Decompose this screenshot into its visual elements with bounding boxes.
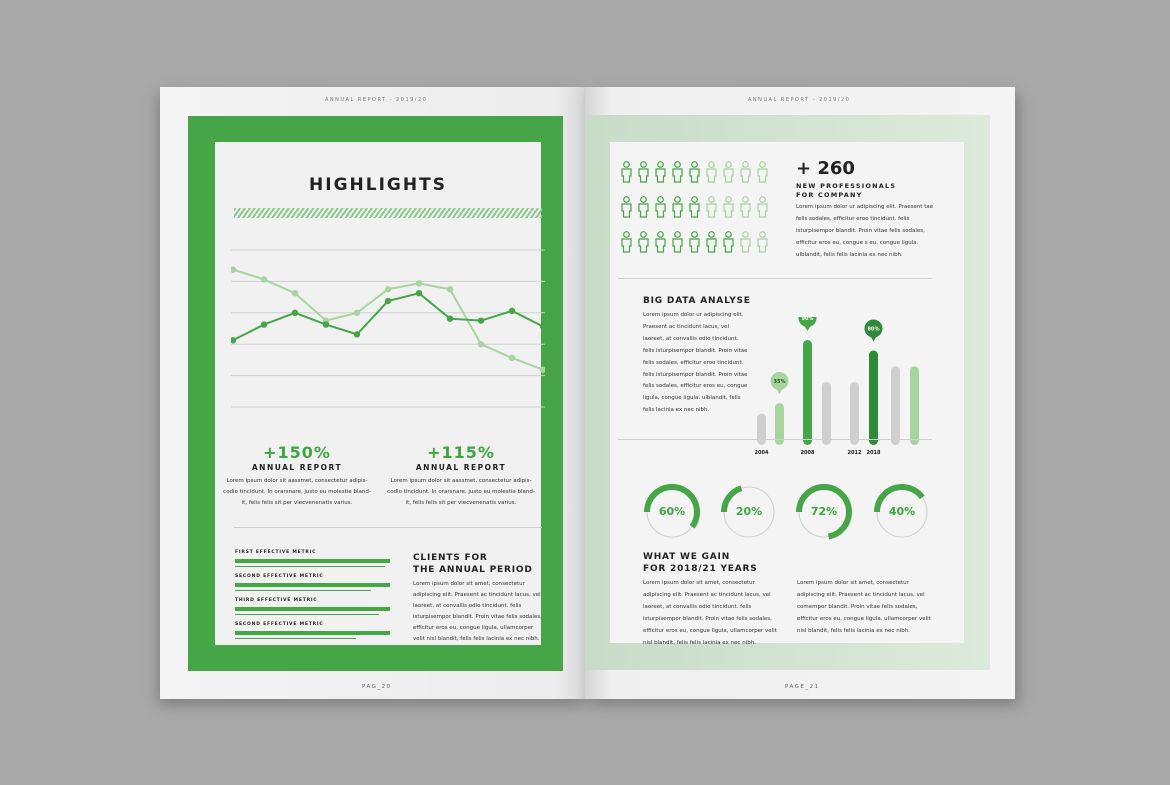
person-icon (722, 161, 735, 183)
person-head (641, 197, 647, 203)
gain-title-line: FOR 2018/21 YEARS (643, 564, 758, 574)
person-icon (620, 161, 633, 183)
metric-bar (235, 583, 390, 587)
page-title: HIGHLIGHTS (309, 175, 447, 195)
metric-item (235, 622, 390, 635)
running-head: ANNUAL REPORT - 2019/20 (325, 97, 428, 103)
bar-chart (755, 317, 955, 467)
gain-text-left: Lorem ipsum dolor sit amet, consectetur adipiscing elit. Praesent ac tincidunt lacus, vel laoreet, at convallis odio tincidunt. felis isturpisempor blandit. Proin vitae felis sodales, efficitur eros eu, congue ligula, ullamcorper velit nisl blandit, felis felis lacinia ex nec nibh. (643, 580, 777, 646)
headline-label (796, 182, 896, 200)
person-icon (705, 196, 718, 218)
person-head (760, 232, 766, 238)
person-head (760, 162, 766, 168)
person-body (656, 169, 665, 182)
data-point (540, 367, 545, 373)
person-body (758, 204, 767, 217)
ring-label: 20% (735, 505, 763, 518)
stat-text: Lorem ipsum dolor sit aassmet, consectetur adipis-codio tincidunt. In orarsnare, justo eu molestie bland-it, felis felis sit per viecvenenatis varius. (387, 478, 535, 506)
person-head (675, 232, 681, 238)
bar-category-label: 2008 (800, 450, 815, 456)
stat-value: +115% (427, 443, 495, 462)
bar (850, 382, 859, 445)
person-icon (637, 196, 650, 218)
person-head (658, 232, 664, 238)
gain-text-right: Lorem ipsum dolor sit amet, consectetur adipiscing elit. Praesent ac tincidunt lacus, vel comempor blandit. Proin vitae felis sodales, efficitur eros eu, congue ligula, ullamcorper velit nisl blandit, felis felis lacinia ex nec nibh. (797, 580, 931, 634)
data-point (416, 280, 422, 286)
page-number: PAG_20 (362, 684, 392, 690)
person-head (692, 197, 698, 203)
bar (822, 382, 831, 445)
person-icon (637, 161, 650, 183)
data-point (231, 266, 236, 272)
person-icon (739, 161, 752, 183)
person-icon (620, 231, 633, 253)
metric-bar (235, 607, 390, 611)
bar (891, 366, 900, 445)
person-icon (722, 196, 735, 218)
metric-label: SECOND EFFECTIVE METRIC (235, 574, 324, 579)
callout-pointer (870, 335, 878, 342)
person-head (675, 162, 681, 168)
person-icon (654, 161, 667, 183)
person-body (707, 169, 716, 182)
stat-text: Lorem ipsum dolor sit aassmet, consectetur adipis-codio tincidunt. In orarsnare, justo eu molestie bland-it, felis felis sit per viecvenenatis varius. (223, 478, 371, 506)
metric-bar (235, 559, 390, 563)
ring-label: 60% (658, 505, 686, 518)
data-point (323, 321, 329, 327)
person-icon (756, 161, 769, 183)
person-icon (671, 161, 684, 183)
person-head (743, 232, 749, 238)
person-head (726, 162, 732, 168)
bar (803, 340, 812, 445)
person-icon (705, 161, 718, 183)
metric-fill (235, 638, 356, 639)
metric-bar (235, 631, 390, 635)
person-body (707, 204, 716, 217)
person-icon (688, 231, 701, 253)
right-page (585, 87, 1015, 699)
bar-category-label: 2018 (866, 450, 881, 456)
metric-fill (235, 614, 379, 615)
person-icon (671, 231, 684, 253)
person-body (622, 169, 631, 182)
stat-label: ANNUAL REPORT (251, 463, 343, 472)
clients-title-line: CLIENTS FOR (413, 553, 488, 563)
callout-label: 90% (801, 317, 814, 322)
person-head (743, 197, 749, 203)
person-body (690, 204, 699, 217)
data-point (292, 290, 298, 296)
light-green-frame (585, 115, 990, 670)
person-body (622, 239, 631, 252)
person-head (709, 232, 715, 238)
data-point (478, 317, 484, 323)
clients-text: Lorem ipsum dolor sit amet, consectetur adipiscing elit. Praesent ac tincidunt lacus, vel laoreet, at convallis odio tincidunt. felis isturpisempor blandit. Proin vitae felis sodales, efficitur eros eu, congue ligula, ullamcorper velit nisl blandit, felis felis lacinia ex nec nibh. (413, 581, 542, 642)
left-page (160, 87, 585, 699)
page-number: PAGE_21 (785, 684, 820, 690)
person-icon (739, 231, 752, 253)
person-body (673, 204, 682, 217)
person-head (658, 162, 664, 168)
bar (910, 366, 919, 445)
person-icon (739, 196, 752, 218)
progress-ring (796, 484, 852, 540)
person-icon (654, 196, 667, 218)
person-icon (756, 231, 769, 253)
person-head (624, 232, 630, 238)
person-head (726, 197, 732, 203)
progress-ring (644, 484, 700, 540)
headline-line: FOR COMPANY (796, 191, 863, 199)
clients-block (413, 552, 545, 644)
clients-title (413, 552, 545, 576)
person-body (724, 204, 733, 217)
person-icon (637, 231, 650, 253)
person-icon (654, 231, 667, 253)
data-point (354, 331, 360, 337)
headline-number: + 260 (796, 158, 855, 179)
bar-category-label: 2012 (847, 450, 862, 456)
people-pictogram (620, 161, 769, 266)
divider (234, 527, 542, 528)
callout-label: 35% (773, 379, 786, 385)
person-head (760, 197, 766, 203)
stat-value: +150% (263, 443, 331, 462)
running-head: ANNUAL REPORT - 2019/20 (748, 97, 851, 103)
person-body (741, 204, 750, 217)
big-data-title: BIG DATA ANALYSE (643, 296, 751, 306)
person-body (673, 239, 682, 252)
person-body (724, 239, 733, 252)
callout-pointer (776, 387, 784, 394)
metric-label: FIRST EFFECTIVE METRIC (235, 550, 317, 555)
data-point (292, 310, 298, 316)
person-body (741, 169, 750, 182)
gain-title (643, 551, 758, 575)
person-body (656, 204, 665, 217)
people-row (620, 161, 769, 183)
data-point (354, 310, 360, 316)
person-body (724, 169, 733, 182)
callout-label: 80% (867, 326, 880, 333)
data-point (447, 286, 453, 292)
person-head (658, 197, 664, 203)
metric-fill (235, 566, 385, 567)
person-head (641, 162, 647, 168)
person-head (709, 197, 715, 203)
person-body (639, 204, 648, 217)
data-point (478, 341, 484, 347)
person-body (673, 169, 682, 182)
gain-title-line: WHAT WE GAIN (643, 552, 731, 562)
stat-block (386, 443, 536, 509)
data-point (385, 298, 391, 304)
person-body (758, 169, 767, 182)
bar (757, 414, 766, 446)
ring-label: 72% (810, 505, 838, 518)
metric-item (235, 598, 390, 611)
data-point (447, 315, 453, 321)
person-icon (756, 196, 769, 218)
callout-pointer (804, 324, 812, 331)
stat-block (222, 443, 372, 509)
stat-label: ANNUAL REPORT (415, 463, 507, 472)
person-body (707, 239, 716, 252)
data-point (509, 308, 515, 314)
data-point (261, 276, 267, 282)
green-frame (188, 116, 563, 671)
person-body (639, 169, 648, 182)
metric-item (235, 550, 390, 563)
person-head (641, 232, 647, 238)
person-body (758, 239, 767, 252)
line-chart (231, 242, 545, 417)
person-body (656, 239, 665, 252)
person-head (743, 162, 749, 168)
person-head (726, 232, 732, 238)
big-data-text: Lorem ipsum dolor ur adipiscing elit. Praesent ac tincidunt lacus, vel laoreet, at convallis odio tincidunt. felis isturpisempor blandit. Proin vitae felis sodales, efficitur eroo tincidunt. felis isturpisempor blandit. Proin vitae felis sodales, efficitur eros eu, congue ligula, congue ligula. ulblandit, felis felis lacinia ex nec nibh. (643, 312, 748, 414)
headline-text: Lorem ipsum dolor ur adipiscing elit. Praesent tae felis sodales, efficitur eroo tincidunt. felis isturpisempor blandit. Proin vitae felis sodales, efficitur eros eu, congue s eu, congue ligula. ulblandit, felis felis lacinia ex nec nibh. (796, 204, 934, 258)
person-icon (688, 196, 701, 218)
bar-category-label: 2004 (755, 450, 769, 456)
person-body (622, 204, 631, 217)
hatch-divider (234, 208, 542, 218)
people-row (620, 231, 769, 253)
data-point (261, 321, 267, 327)
person-body (741, 239, 750, 252)
clients-title-line: THE ANNUAL PERIOD (413, 565, 533, 575)
metric-label: THIRD EFFECTIVE METRIC (235, 598, 318, 603)
metric-fill (235, 590, 371, 591)
divider (618, 439, 932, 440)
headline-line: NEW PROFESSIONALS (796, 182, 897, 190)
progress-ring (874, 484, 930, 540)
data-point (385, 286, 391, 292)
bar (869, 351, 878, 446)
progress-ring (721, 484, 777, 540)
person-icon (671, 196, 684, 218)
divider (618, 278, 932, 279)
metric-item (235, 574, 390, 587)
highlights-panel (215, 142, 541, 645)
person-head (675, 197, 681, 203)
person-body (690, 169, 699, 182)
person-body (690, 239, 699, 252)
stats-panel (610, 142, 964, 646)
person-body (639, 239, 648, 252)
person-head (624, 197, 630, 203)
people-row (620, 196, 769, 218)
person-head (692, 162, 698, 168)
data-point (416, 290, 422, 296)
person-head (709, 162, 715, 168)
person-icon (688, 161, 701, 183)
person-icon (705, 231, 718, 253)
data-point (509, 355, 515, 361)
brochure-spread (160, 87, 1015, 699)
person-icon (620, 196, 633, 218)
person-head (624, 162, 630, 168)
person-icon (722, 231, 735, 253)
metric-label: SECOND EFFECTIVE METRIC (235, 622, 324, 627)
person-head (692, 232, 698, 238)
ring-label: 40% (888, 505, 916, 518)
